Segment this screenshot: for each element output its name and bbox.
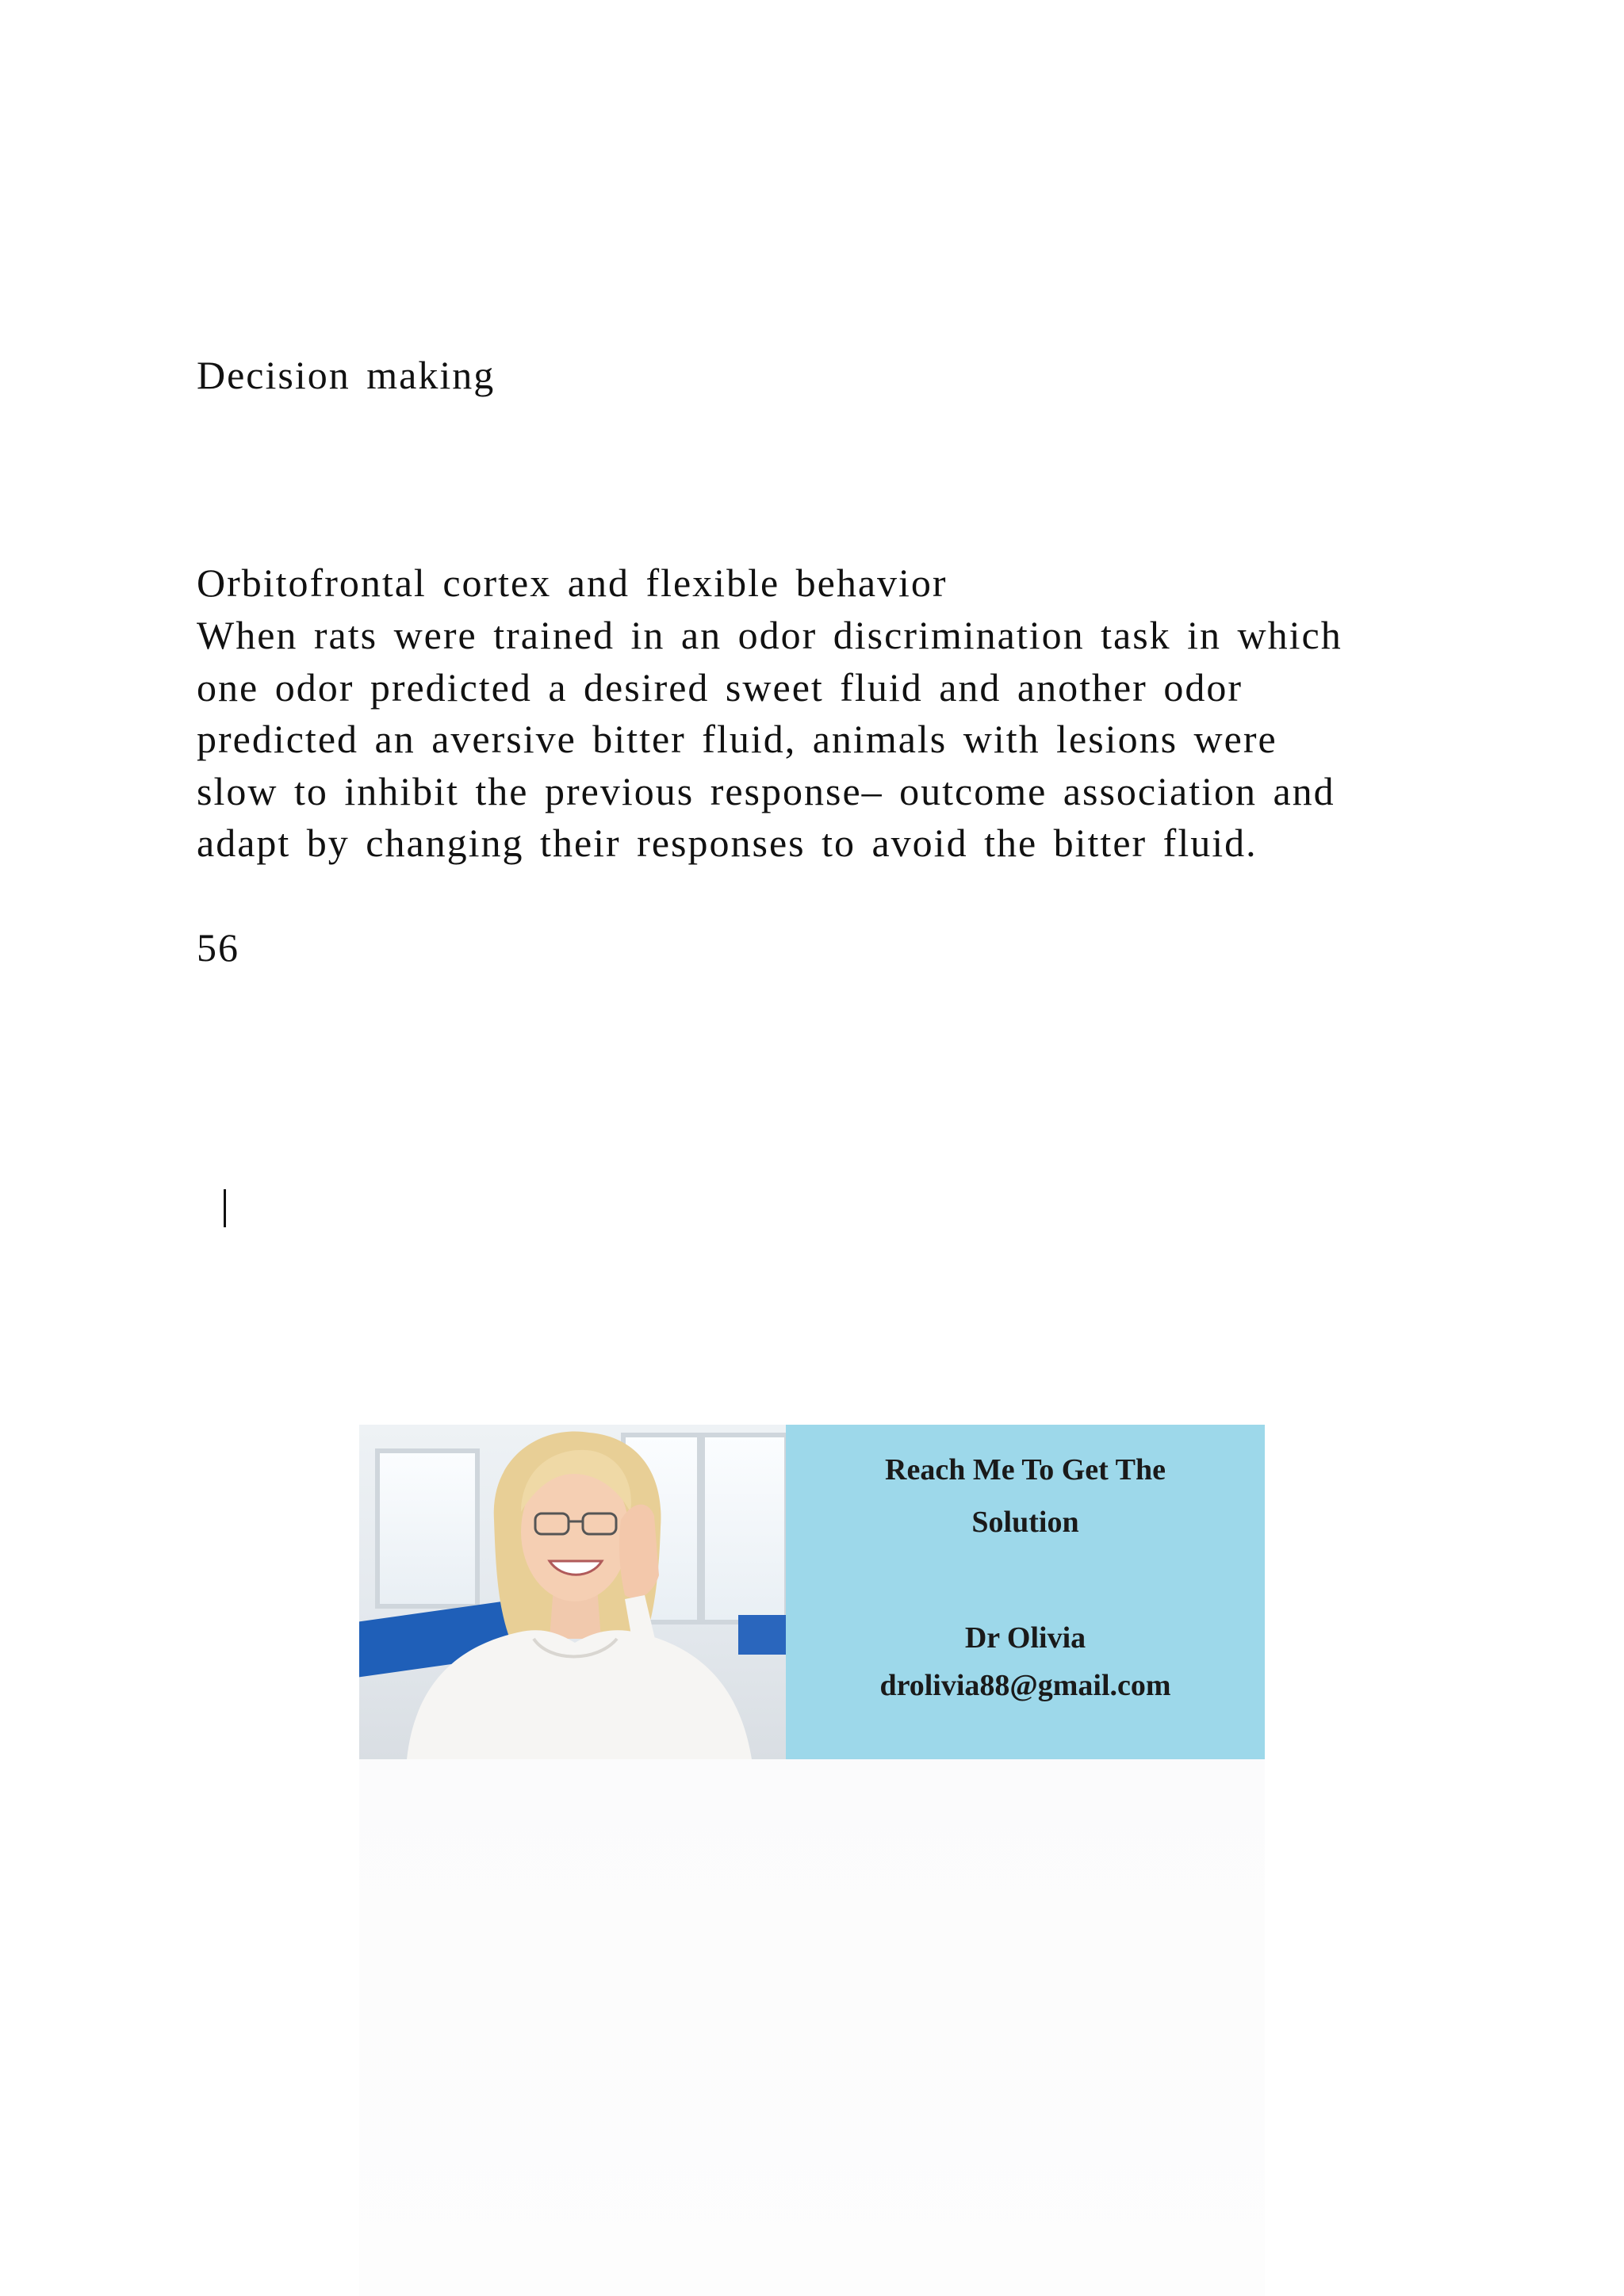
banner-contact-panel	[786, 1425, 1265, 1759]
topic-heading: Orbitofrontal cortex and flexible behavior	[197, 561, 948, 605]
contact-name: Dr Olivia	[964, 1621, 1086, 1655]
contact-banner[interactable]	[359, 1425, 1265, 1759]
paragraph-line: When rats were trained in an odor discrimination task in which	[197, 613, 1342, 657]
banner-cta-line: Reach Me To Get The	[885, 1453, 1166, 1487]
banner-photo	[359, 1425, 786, 1759]
paragraph-line: predicted an aversive bitter fluid, animals with lesions were	[197, 717, 1277, 761]
body-paragraph	[197, 615, 1342, 875]
paragraph-line: one odor predicted a desired sweet fluid and another odor	[197, 664, 1243, 710]
section-heading: Decision making	[197, 353, 496, 397]
banner-cta-line: Solution	[971, 1506, 1079, 1539]
paragraph-line: slow to inhibit the previous response– outcome association and	[197, 768, 1335, 813]
paragraph-line: adapt by changing their responses to avoid the bitter fluid.	[197, 821, 1258, 865]
contact-email-link[interactable]: drolivia88@gmail.com	[879, 1669, 1171, 1702]
faded-area	[359, 1759, 1265, 2296]
text-cursor	[224, 1189, 226, 1227]
smiling-woman-illustration	[359, 1425, 786, 1759]
page-number: 56	[197, 925, 239, 970]
